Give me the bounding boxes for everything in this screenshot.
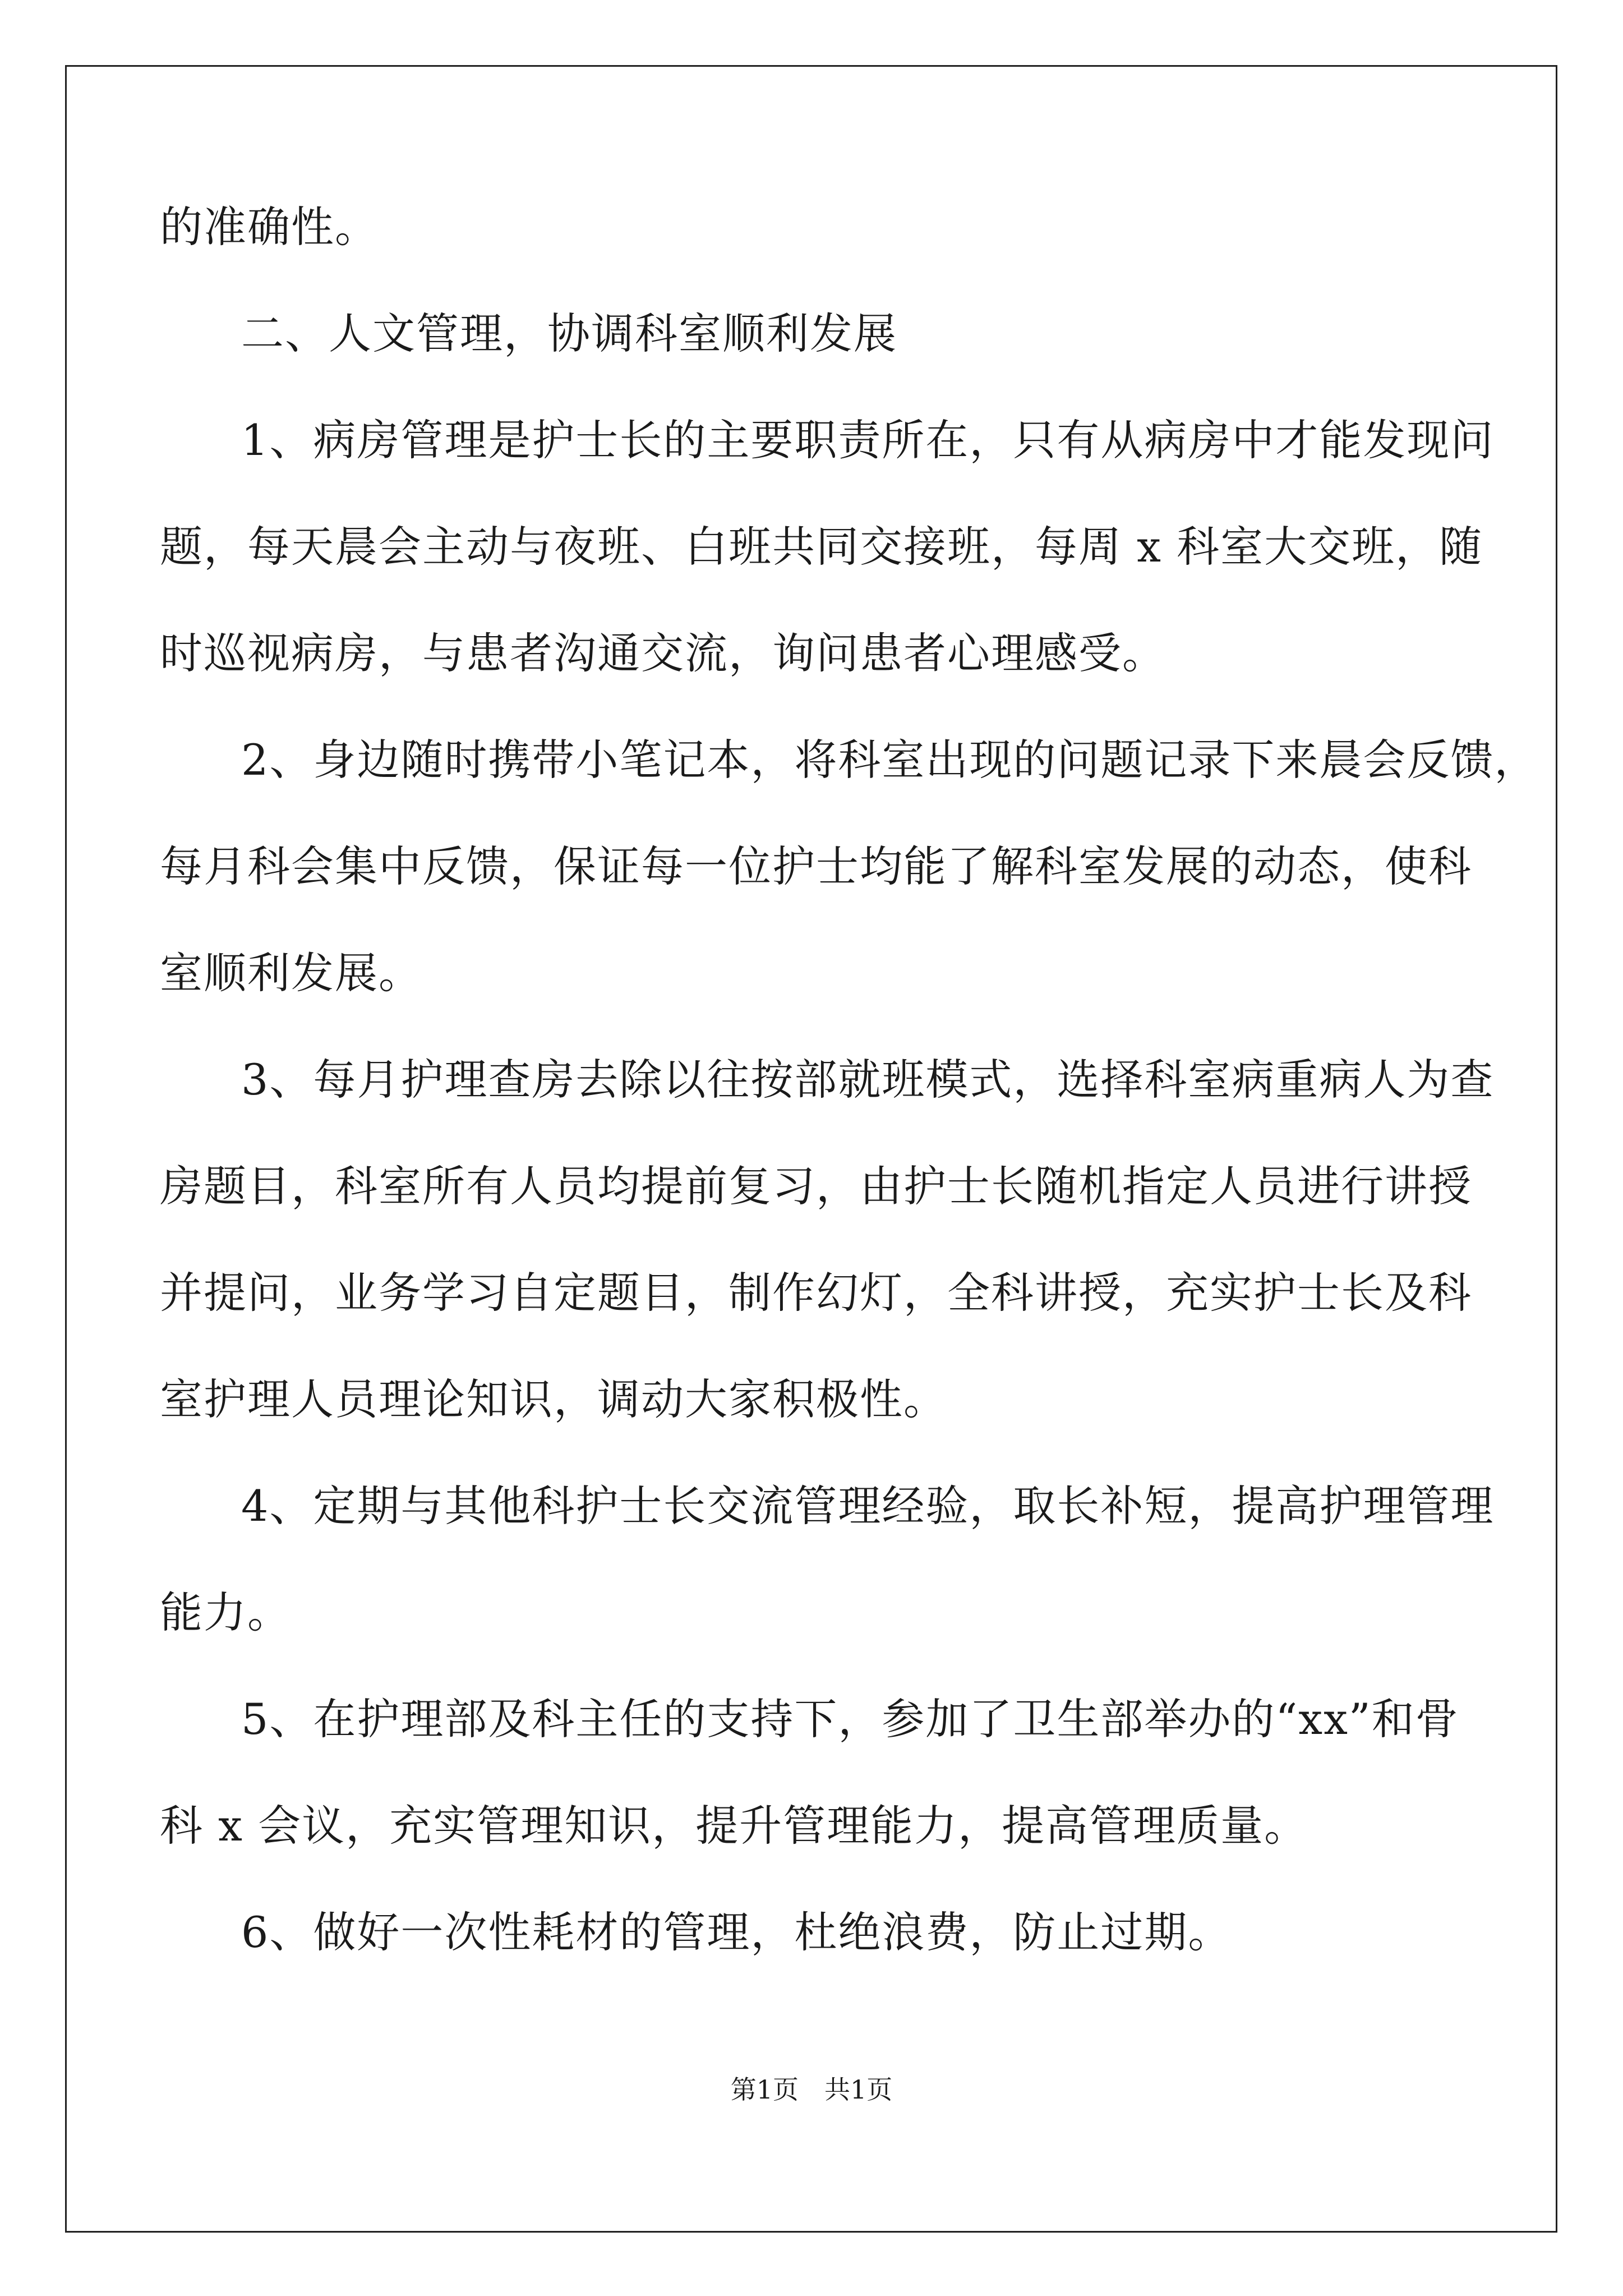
paragraph-4-line-2: 能力。 [160, 1588, 291, 1637]
paragraph-3-line-3: 并提问，业务学习自定题目，制作幻灯，全科讲授，充实护士长及科 [160, 1268, 1472, 1318]
paragraph-3-line-2: 房题目，科室所有人员均提前复习，由护士长随机指定人员进行讲授 [160, 1161, 1472, 1211]
paragraph-1-line-3: 时巡视病房，与患者沟通交流，询问患者心理感受。 [160, 628, 1166, 678]
page-number-footer: 第1页 共1页 [730, 2074, 893, 2105]
paragraph-3-line-4: 室护理人员理论知识，调动大家积极性。 [160, 1374, 947, 1424]
text-line: 的准确性。 [160, 202, 379, 252]
paragraph-5-line-2: 科 x 会议，充实管理知识，提升管理能力，提高管理质量。 [160, 1801, 1308, 1851]
paragraph-1-line-2: 题，每天晨会主动与夜班、白班共同交接班，每周 x 科室大交班，随 [160, 522, 1483, 572]
paragraph-2-line-3: 室顺利发展。 [160, 948, 422, 998]
paragraph-6-line-1: 6、做好一次性耗材的管理，杜绝浪费，防止过期。 [241, 1907, 1232, 1957]
paragraph-2-line-1: 2、身边随时携带小笔记本，将科室出现的问题记录下来晨会反馈， [241, 735, 1538, 785]
paragraph-4-line-1: 4、定期与其他科护士长交流管理经验，取长补短，提高护理管理 [241, 1481, 1495, 1531]
paragraph-2-line-2: 每月科会集中反馈，保证每一位护士均能了解科室发展的动态，使科 [160, 841, 1472, 891]
paragraph-3-line-1: 3、每月护理查房去除以往按部就班模式，选择科室病重病人为查 [241, 1055, 1495, 1105]
paragraph-5-line-1: 5、在护理部及科主任的支持下，参加了卫生部举办的“xx”和骨 [241, 1694, 1459, 1744]
paragraph-1-line-1: 1、病房管理是护士长的主要职责所在，只有从病房中才能发现问 [241, 415, 1495, 465]
section-heading: 二、人文管理，协调科室顺利发展 [241, 309, 897, 358]
